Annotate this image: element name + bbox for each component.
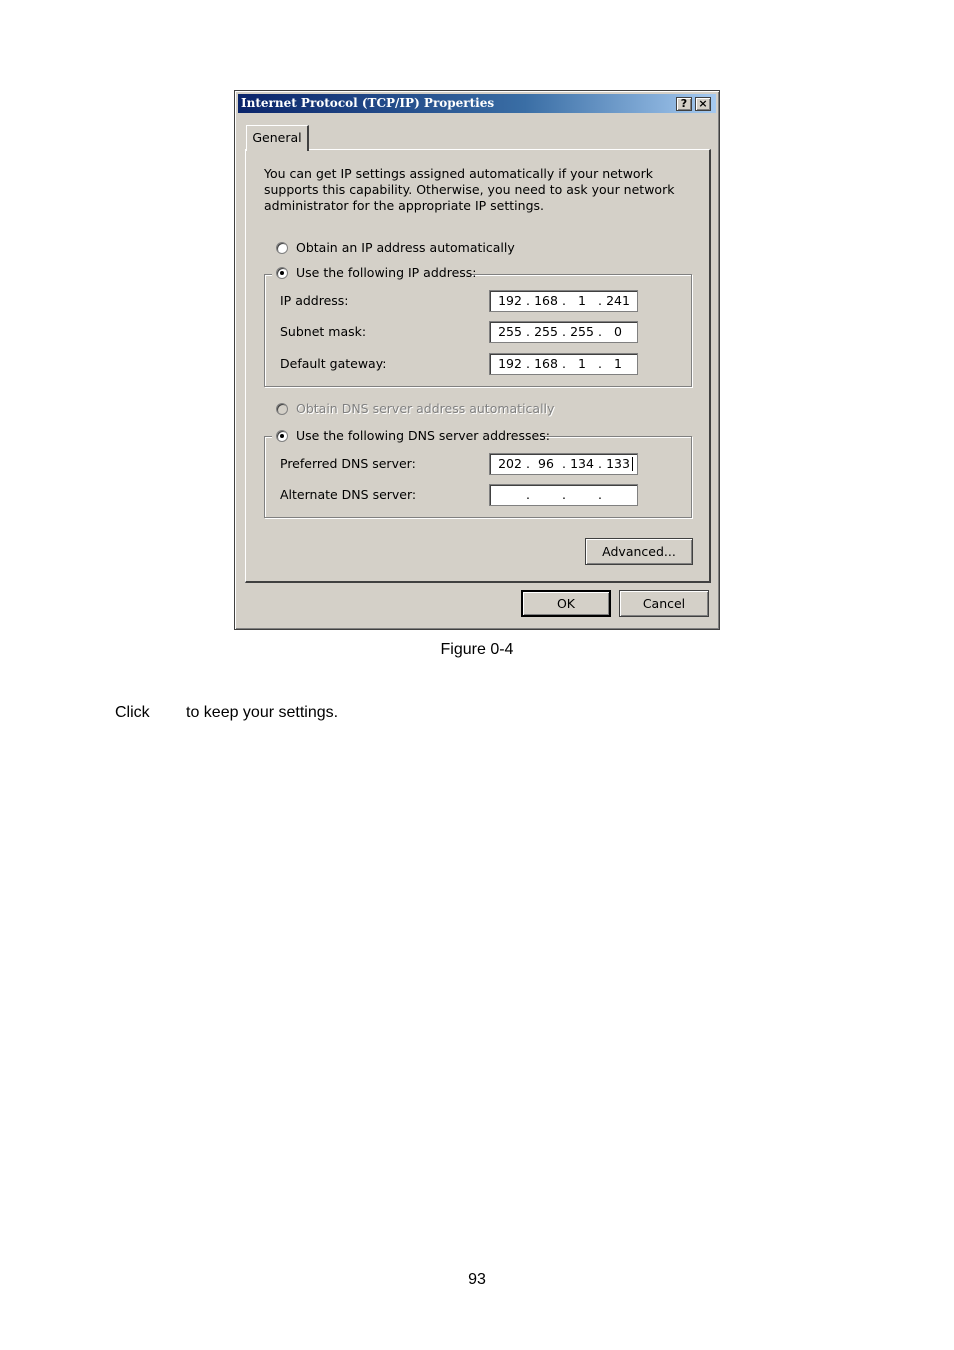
octet-dot: . [526,324,530,339]
tab-general[interactable] [246,125,309,151]
use-ip-label: Use the following IP address: [296,265,477,280]
octet-dot: . [562,324,566,339]
octet: 1 [614,356,622,371]
close-button[interactable] [695,97,711,111]
octet: 202 [498,456,522,471]
advanced-button-label: Advanced... [602,544,676,559]
help-button[interactable] [676,97,692,111]
subnet-mask-field[interactable] [489,321,638,343]
instruction-click-word: Click [115,704,150,721]
octet-dot: . [562,356,566,371]
tab-general-label: General [252,130,302,145]
ip-address-field[interactable] [489,290,638,312]
octet-dot: . [562,487,566,502]
octet-dot: . [598,456,602,471]
default-gateway-label: Default gateway: [280,356,387,371]
ok-button[interactable] [521,590,611,617]
use-dns-label: Use the following DNS server addresses: [296,428,550,443]
cancel-button[interactable] [619,590,709,617]
octet: 96 [538,456,554,471]
octet: 255 [498,324,522,339]
tcpip-properties-dialog [234,90,720,630]
octet: 241 [606,293,630,308]
preferred-dns-label: Preferred DNS server: [280,456,416,471]
octet-dot: . [598,356,602,371]
octet: 192 [498,293,522,308]
preferred-dns-field[interactable] [489,453,638,475]
octet: 1 [578,356,586,371]
cancel-button-label: Cancel [642,596,686,611]
obtain-dns-radio[interactable] [276,403,288,415]
octet-dot: . [598,293,602,308]
octet: 255 [570,324,594,339]
octet-dot: . [562,293,566,308]
octet-dot: . [526,487,530,502]
obtain-ip-radio[interactable] [276,242,288,254]
title-bar[interactable] [238,94,716,113]
octet-dot: . [526,456,530,471]
alternate-dns-label: Alternate DNS server: [280,487,417,502]
use-ip-radio[interactable] [276,267,288,279]
octet-dot: . [526,293,530,308]
use-dns-radio[interactable] [276,430,288,442]
octet-dot: . [562,456,566,471]
octet: 0 [614,324,622,339]
subnet-mask-label: Subnet mask: [280,324,367,339]
octet-dot: . [598,487,602,502]
page-number: 93 [468,1271,486,1288]
octet: 133 [606,456,630,471]
close-icon: × [698,97,708,110]
octet-dot: . [598,324,602,339]
text-cursor [632,457,633,471]
alternate-dns-field[interactable] [489,484,638,506]
octet-dot: . [526,356,530,371]
figure-caption: Figure 0-4 [440,641,514,658]
advanced-button[interactable] [585,538,693,565]
octet: 134 [570,456,594,471]
ok-button-label: OK [556,596,576,611]
help-icon: ? [680,97,688,110]
obtain-dns-label: Obtain DNS server address automatically [296,401,555,416]
obtain-ip-label: Obtain an IP address automatically [296,240,515,255]
octet: 168 [534,293,558,308]
description-text: You can get IP settings assigned automatically if your network supports this capability. Otherwise, you need to ask your network administrator for the appropriate IP settings. [264,166,675,213]
octet: 1 [578,293,586,308]
octet: 192 [498,356,522,371]
default-gateway-field[interactable] [489,353,638,375]
dialog-title: Internet Protocol (TCP/IP) Properties [241,96,495,110]
ip-address-label: IP address: [280,293,349,308]
octet: 168 [534,356,558,371]
instruction-text: to keep your settings. [186,704,339,721]
octet: 255 [534,324,558,339]
general-tab-panel [245,149,711,583]
